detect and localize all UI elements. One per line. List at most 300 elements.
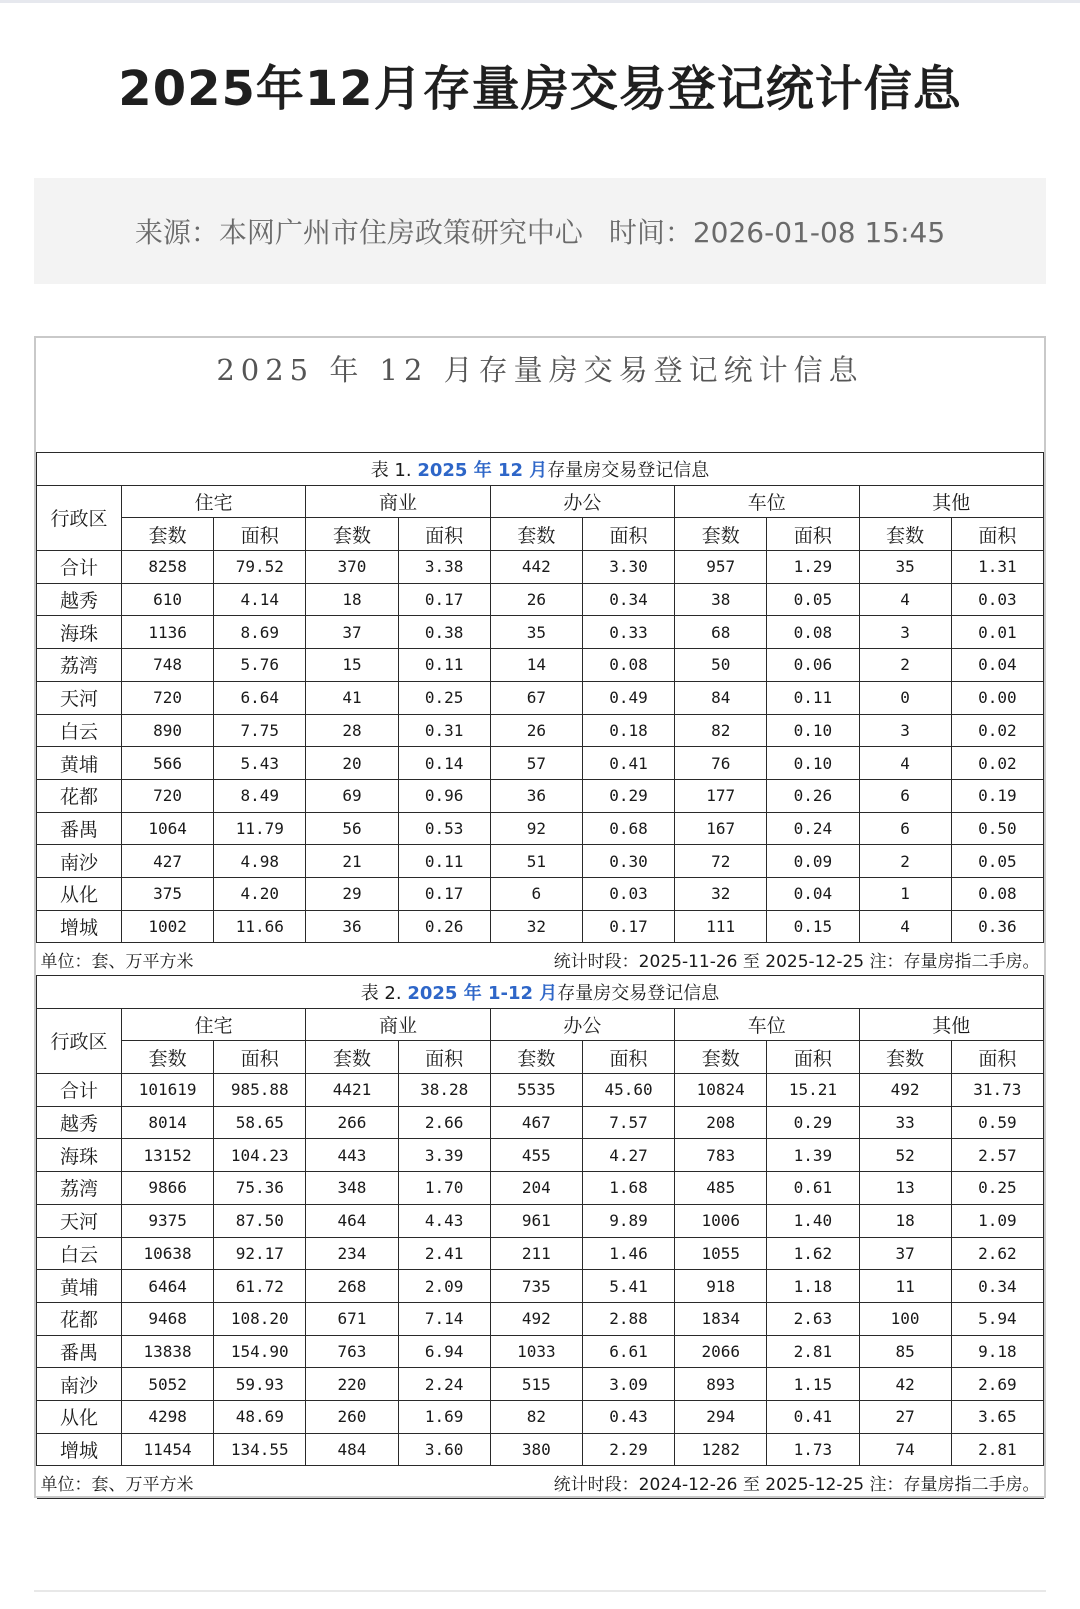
value-cell: 0.68	[582, 812, 674, 845]
value-cell: 1282	[675, 1433, 767, 1466]
value-cell: 26	[490, 714, 582, 747]
value-cell: 492	[859, 1074, 951, 1107]
value-cell: 0	[859, 681, 951, 714]
value-cell: 1.39	[767, 1139, 859, 1172]
region-header: 行政区	[37, 485, 122, 550]
value-cell: 0.33	[582, 616, 674, 649]
value-cell: 427	[122, 845, 214, 878]
region-name-cell: 越秀	[37, 583, 122, 616]
value-cell: 8.69	[214, 616, 306, 649]
value-cell: 2	[859, 845, 951, 878]
value-cell: 6	[859, 779, 951, 812]
value-cell: 37	[859, 1237, 951, 1270]
value-cell: 2.66	[398, 1106, 490, 1139]
area-header: 面积	[582, 1041, 674, 1074]
value-cell: 0.17	[398, 877, 490, 910]
table-caption-row	[37, 453, 1044, 486]
value-cell: 5052	[122, 1368, 214, 1401]
region-name-cell: 番禺	[37, 812, 122, 845]
region-name-cell: 黄埔	[37, 1270, 122, 1303]
table-row	[37, 845, 1044, 878]
value-cell: 6.94	[398, 1335, 490, 1368]
value-cell: 11454	[122, 1433, 214, 1466]
value-cell: 92.17	[214, 1237, 306, 1270]
value-cell: 5.43	[214, 747, 306, 780]
footer-content	[37, 1470, 1044, 1495]
value-cell: 4.20	[214, 877, 306, 910]
value-cell: 455	[490, 1139, 582, 1172]
value-cell: 671	[306, 1302, 398, 1335]
value-cell: 485	[675, 1172, 767, 1205]
value-cell: 31.73	[951, 1074, 1043, 1107]
value-cell: 5.94	[951, 1302, 1043, 1335]
value-cell: 1.31	[951, 551, 1043, 584]
value-cell: 0.53	[398, 812, 490, 845]
value-cell: 0.18	[582, 714, 674, 747]
value-cell: 266	[306, 1106, 398, 1139]
value-cell: 610	[122, 583, 214, 616]
value-cell: 37	[306, 616, 398, 649]
value-cell: 467	[490, 1106, 582, 1139]
table-row	[37, 1433, 1044, 1466]
value-cell: 1033	[490, 1335, 582, 1368]
value-cell: 0.05	[951, 845, 1043, 878]
table-row	[37, 779, 1044, 812]
value-cell: 748	[122, 649, 214, 682]
value-cell: 13838	[122, 1335, 214, 1368]
value-cell: 0.36	[951, 910, 1043, 943]
value-cell: 260	[306, 1400, 398, 1433]
value-cell: 36	[490, 779, 582, 812]
region-header: 行政区	[37, 1008, 122, 1073]
bottom-divider	[34, 1590, 1046, 1592]
value-cell: 50	[675, 649, 767, 682]
value-cell: 7.14	[398, 1302, 490, 1335]
caption-suffix: 存量房交易登记信息	[547, 459, 710, 481]
value-cell: 0.15	[767, 910, 859, 943]
value-cell: 0.34	[582, 583, 674, 616]
region-name-cell: 黄埔	[37, 747, 122, 780]
article-time: 时间：2026-01-08 15:45	[608, 216, 946, 249]
value-cell: 492	[490, 1302, 582, 1335]
value-cell: 38.28	[398, 1074, 490, 1107]
value-cell: 45.60	[582, 1074, 674, 1107]
value-cell: 234	[306, 1237, 398, 1270]
total-row	[37, 551, 1044, 584]
value-cell: 9.89	[582, 1204, 674, 1237]
value-cell: 10824	[675, 1074, 767, 1107]
value-cell: 6	[859, 812, 951, 845]
value-cell: 3.60	[398, 1433, 490, 1466]
value-cell: 15.21	[767, 1074, 859, 1107]
value-cell: 4	[859, 910, 951, 943]
region-name-cell: 合计	[37, 551, 122, 584]
header-row	[37, 485, 1044, 518]
value-cell: 0.08	[582, 649, 674, 682]
region-name-cell: 海珠	[37, 1139, 122, 1172]
area-header: 面积	[398, 518, 490, 551]
value-cell: 38	[675, 583, 767, 616]
value-cell: 1.69	[398, 1400, 490, 1433]
region-name-cell: 天河	[37, 681, 122, 714]
value-cell: 20	[306, 747, 398, 780]
value-cell: 4.98	[214, 845, 306, 878]
value-cell: 2.88	[582, 1302, 674, 1335]
value-cell: 18	[306, 583, 398, 616]
value-cell: 13152	[122, 1139, 214, 1172]
value-cell: 10638	[122, 1237, 214, 1270]
value-cell: 348	[306, 1172, 398, 1205]
value-cell: 380	[490, 1433, 582, 1466]
value-cell: 35	[490, 616, 582, 649]
value-cell: 7.57	[582, 1106, 674, 1139]
value-cell: 0.43	[582, 1400, 674, 1433]
value-cell: 0.96	[398, 779, 490, 812]
table-row	[37, 681, 1044, 714]
caption-period-highlight: 2025 年 12 月	[417, 459, 548, 481]
period-note: 统计时段：2024-12-26 至 2025-12-25 注：存量房指二手房。	[553, 1474, 1040, 1495]
value-cell: 35	[859, 551, 951, 584]
value-cell: 74	[859, 1433, 951, 1466]
value-cell: 3	[859, 616, 951, 649]
value-cell: 76	[675, 747, 767, 780]
region-name-cell: 增城	[37, 1433, 122, 1466]
table-row	[37, 1368, 1044, 1401]
value-cell: 2.62	[951, 1237, 1043, 1270]
article-meta-bar	[34, 178, 1046, 284]
value-cell: 2.69	[951, 1368, 1043, 1401]
value-cell: 4298	[122, 1400, 214, 1433]
table-row	[37, 1270, 1044, 1303]
value-cell: 92	[490, 812, 582, 845]
area-header: 面积	[398, 1041, 490, 1074]
value-cell: 11.66	[214, 910, 306, 943]
period-note: 统计时段：2025-11-26 至 2025-12-25 注：存量房指二手房。	[553, 951, 1040, 972]
table-row	[37, 1302, 1044, 1335]
value-cell: 61.72	[214, 1270, 306, 1303]
area-header: 面积	[582, 518, 674, 551]
value-cell: 1002	[122, 910, 214, 943]
category-header: 住宅	[122, 1008, 306, 1041]
value-cell: 893	[675, 1368, 767, 1401]
value-cell: 0.41	[582, 747, 674, 780]
category-header: 车位	[675, 1008, 859, 1041]
count-header: 套数	[122, 1041, 214, 1074]
area-header: 面积	[767, 518, 859, 551]
value-cell: 0.11	[398, 845, 490, 878]
value-cell: 4.14	[214, 583, 306, 616]
value-cell: 294	[675, 1400, 767, 1433]
value-cell: 0.06	[767, 649, 859, 682]
value-cell: 4.43	[398, 1204, 490, 1237]
value-cell: 3.38	[398, 551, 490, 584]
value-cell: 7.75	[214, 714, 306, 747]
value-cell: 9866	[122, 1172, 214, 1205]
value-cell: 211	[490, 1237, 582, 1270]
value-cell: 4	[859, 583, 951, 616]
value-cell: 2.29	[582, 1433, 674, 1466]
value-cell: 484	[306, 1433, 398, 1466]
value-cell: 720	[122, 779, 214, 812]
value-cell: 220	[306, 1368, 398, 1401]
table-footer-row	[37, 1466, 1044, 1499]
table-row	[37, 910, 1044, 943]
value-cell: 1.29	[767, 551, 859, 584]
region-name-cell: 白云	[37, 714, 122, 747]
value-cell: 985.88	[214, 1074, 306, 1107]
value-cell: 1.62	[767, 1237, 859, 1270]
value-cell: 0.03	[582, 877, 674, 910]
value-cell: 11	[859, 1270, 951, 1303]
value-cell: 167	[675, 812, 767, 845]
table-footer	[37, 943, 1044, 976]
value-cell: 2.81	[951, 1433, 1043, 1466]
page-title: 2025年12月存量房交易登记统计信息	[118, 61, 962, 117]
count-header: 套数	[675, 518, 767, 551]
value-cell: 177	[675, 779, 767, 812]
value-cell: 0.17	[398, 583, 490, 616]
value-cell: 0.09	[767, 845, 859, 878]
value-cell: 3.09	[582, 1368, 674, 1401]
value-cell: 29	[306, 877, 398, 910]
value-cell: 59.93	[214, 1368, 306, 1401]
top-divider	[0, 0, 1080, 3]
value-cell: 0.03	[951, 583, 1043, 616]
category-header: 商业	[306, 1008, 490, 1041]
table-row	[37, 747, 1044, 780]
value-cell: 890	[122, 714, 214, 747]
region-name-cell: 天河	[37, 1204, 122, 1237]
table-footer-row	[37, 943, 1044, 976]
value-cell: 51	[490, 845, 582, 878]
value-cell: 0.00	[951, 681, 1043, 714]
value-cell: 2.09	[398, 1270, 490, 1303]
value-cell: 0.29	[767, 1106, 859, 1139]
value-cell: 67	[490, 681, 582, 714]
table-row	[37, 1237, 1044, 1270]
value-cell: 15	[306, 649, 398, 682]
value-cell: 1.09	[951, 1204, 1043, 1237]
region-name-cell: 番禺	[37, 1335, 122, 1368]
value-cell: 0.14	[398, 747, 490, 780]
value-cell: 9468	[122, 1302, 214, 1335]
region-name-cell: 合计	[37, 1074, 122, 1107]
value-cell: 0.02	[951, 747, 1043, 780]
value-cell: 515	[490, 1368, 582, 1401]
value-cell: 0.29	[582, 779, 674, 812]
value-cell: 6464	[122, 1270, 214, 1303]
value-cell: 2.81	[767, 1335, 859, 1368]
table-row	[37, 1106, 1044, 1139]
caption-prefix: 表 2.	[360, 982, 408, 1004]
category-header: 住宅	[122, 485, 306, 518]
value-cell: 1136	[122, 616, 214, 649]
value-cell: 1.18	[767, 1270, 859, 1303]
value-cell: 0.25	[398, 681, 490, 714]
value-cell: 1064	[122, 812, 214, 845]
value-cell: 375	[122, 877, 214, 910]
value-cell: 8014	[122, 1106, 214, 1139]
table-footer	[37, 1466, 1044, 1499]
value-cell: 1055	[675, 1237, 767, 1270]
value-cell: 68	[675, 616, 767, 649]
footer-content	[37, 947, 1044, 972]
value-cell: 1.46	[582, 1237, 674, 1270]
count-header: 套数	[859, 518, 951, 551]
table-caption	[37, 453, 1044, 486]
table-row	[37, 616, 1044, 649]
region-name-cell: 从化	[37, 877, 122, 910]
table-row	[37, 714, 1044, 747]
value-cell: 154.90	[214, 1335, 306, 1368]
count-header: 套数	[675, 1041, 767, 1074]
value-cell: 56	[306, 812, 398, 845]
area-header: 面积	[951, 518, 1043, 551]
value-cell: 58.65	[214, 1106, 306, 1139]
value-cell: 41	[306, 681, 398, 714]
value-cell: 0.10	[767, 747, 859, 780]
value-cell: 28	[306, 714, 398, 747]
value-cell: 85	[859, 1335, 951, 1368]
value-cell: 108.20	[214, 1302, 306, 1335]
value-cell: 82	[675, 714, 767, 747]
value-cell: 48.69	[214, 1400, 306, 1433]
value-cell: 82	[490, 1400, 582, 1433]
area-header: 面积	[951, 1041, 1043, 1074]
value-cell: 0.11	[398, 649, 490, 682]
value-cell: 1	[859, 877, 951, 910]
value-cell: 14	[490, 649, 582, 682]
category-header: 办公	[490, 485, 674, 518]
value-cell: 268	[306, 1270, 398, 1303]
value-cell: 13	[859, 1172, 951, 1205]
value-cell: 2.63	[767, 1302, 859, 1335]
table-row	[37, 1400, 1044, 1433]
value-cell: 79.52	[214, 551, 306, 584]
unit-note: 单位：套、万平方米	[40, 1474, 194, 1495]
value-cell: 1.73	[767, 1433, 859, 1466]
region-name-cell: 花都	[37, 779, 122, 812]
value-cell: 0.26	[398, 910, 490, 943]
region-name-cell: 从化	[37, 1400, 122, 1433]
count-header: 套数	[490, 1041, 582, 1074]
region-name-cell: 增城	[37, 910, 122, 943]
caption-period-highlight: 2025 年 1-12 月	[407, 982, 558, 1004]
value-cell: 720	[122, 681, 214, 714]
value-cell: 443	[306, 1139, 398, 1172]
total-row	[37, 1074, 1044, 1107]
value-cell: 3.65	[951, 1400, 1043, 1433]
category-header: 商业	[306, 485, 490, 518]
region-name-cell: 白云	[37, 1237, 122, 1270]
value-cell: 0.17	[582, 910, 674, 943]
value-cell: 0.61	[767, 1172, 859, 1205]
value-cell: 100	[859, 1302, 951, 1335]
value-cell: 36	[306, 910, 398, 943]
value-cell: 2.41	[398, 1237, 490, 1270]
value-cell: 0.26	[767, 779, 859, 812]
count-header: 套数	[306, 1041, 398, 1074]
table-row	[37, 877, 1044, 910]
value-cell: 370	[306, 551, 398, 584]
caption-suffix: 存量房交易登记信息	[557, 982, 720, 1004]
value-cell: 783	[675, 1139, 767, 1172]
value-cell: 1006	[675, 1204, 767, 1237]
value-cell: 75.36	[214, 1172, 306, 1205]
value-cell: 2	[859, 649, 951, 682]
article-source: 来源：本网广州市住房政策研究中心	[134, 216, 583, 249]
region-name-cell: 南沙	[37, 845, 122, 878]
value-cell: 27	[859, 1400, 951, 1433]
value-cell: 6.64	[214, 681, 306, 714]
value-cell: 5.76	[214, 649, 306, 682]
value-cell: 5.41	[582, 1270, 674, 1303]
value-cell: 204	[490, 1172, 582, 1205]
value-cell: 101619	[122, 1074, 214, 1107]
caption-prefix: 表 1.	[370, 459, 418, 481]
value-cell: 0.49	[582, 681, 674, 714]
category-header: 车位	[675, 485, 859, 518]
value-cell: 0.01	[951, 616, 1043, 649]
value-cell: 0.08	[767, 616, 859, 649]
value-cell: 0.08	[951, 877, 1043, 910]
value-cell: 134.55	[214, 1433, 306, 1466]
count-header: 套数	[122, 518, 214, 551]
value-cell: 87.50	[214, 1204, 306, 1237]
value-cell: 0.02	[951, 714, 1043, 747]
value-cell: 3	[859, 714, 951, 747]
value-cell: 32	[675, 877, 767, 910]
value-cell: 0.41	[767, 1400, 859, 1433]
value-cell: 208	[675, 1106, 767, 1139]
value-cell: 104.23	[214, 1139, 306, 1172]
subheader-row	[37, 1041, 1044, 1074]
region-name-cell: 南沙	[37, 1368, 122, 1401]
value-cell: 3.30	[582, 551, 674, 584]
table-caption	[37, 976, 1044, 1009]
value-cell: 4	[859, 747, 951, 780]
value-cell: 9375	[122, 1204, 214, 1237]
table-row	[37, 1172, 1044, 1205]
value-cell: 0.05	[767, 583, 859, 616]
value-cell: 1.70	[398, 1172, 490, 1205]
area-header: 面积	[214, 1041, 306, 1074]
region-name-cell: 荔湾	[37, 1172, 122, 1205]
value-cell: 8.49	[214, 779, 306, 812]
value-cell: 2.57	[951, 1139, 1043, 1172]
value-cell: 26	[490, 583, 582, 616]
value-cell: 1.15	[767, 1368, 859, 1401]
header-row	[37, 1008, 1044, 1041]
region-name-cell: 越秀	[37, 1106, 122, 1139]
table-row	[37, 649, 1044, 682]
value-cell: 5535	[490, 1074, 582, 1107]
statistics-document-image	[34, 336, 1046, 1498]
table-row	[37, 1335, 1044, 1368]
value-cell: 0.38	[398, 616, 490, 649]
value-cell: 0.25	[951, 1172, 1043, 1205]
value-cell: 42	[859, 1368, 951, 1401]
subheader-row	[37, 518, 1044, 551]
value-cell: 84	[675, 681, 767, 714]
value-cell: 0.34	[951, 1270, 1043, 1303]
table-row	[37, 583, 1044, 616]
value-cell: 0.59	[951, 1106, 1043, 1139]
category-header: 其他	[859, 1008, 1044, 1041]
value-cell: 21	[306, 845, 398, 878]
count-header: 套数	[859, 1041, 951, 1074]
value-cell: 763	[306, 1335, 398, 1368]
